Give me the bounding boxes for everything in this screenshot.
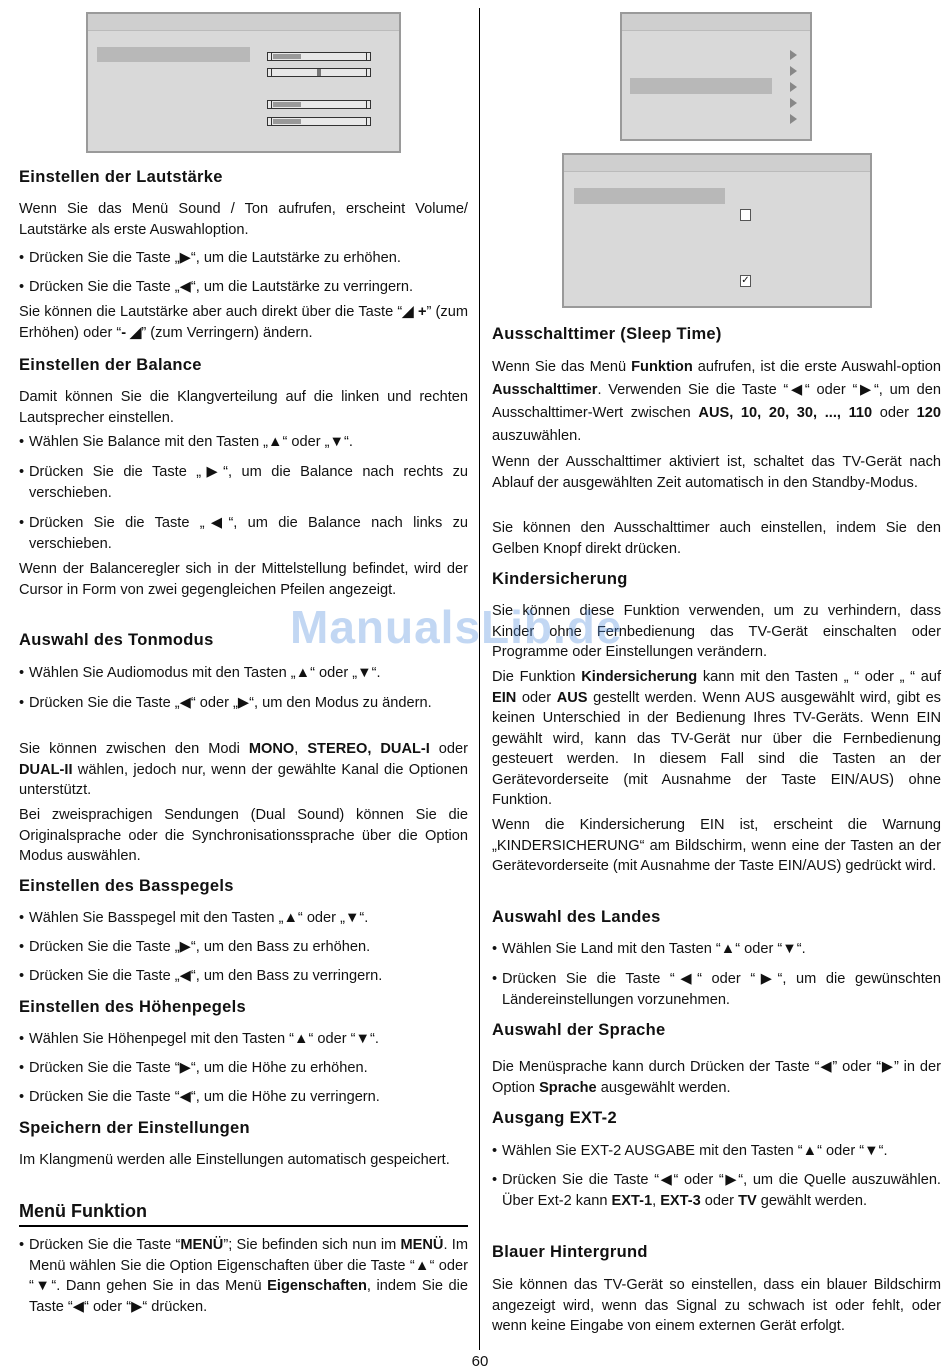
right-arrow-icon: ▶ (723, 1172, 739, 1188)
sound-menu-screenshot (86, 12, 401, 153)
right-arrow-icon: ▶ (179, 250, 191, 266)
heading-tonmodus: Auswahl des Tonmodus (19, 631, 214, 649)
heading-blau: Blauer Hintergrund (492, 1243, 648, 1261)
text-blau: Sie können das TV-Gerät so einstellen, dass ein blauer Bildschirm angezeigt wird, wenn das Signal zu schwach ist oder fehlt, oder wenn keine Eingabe von einem externen Gerät erfolgt. (492, 1277, 941, 1334)
left-arrow-icon: ◀ (819, 1059, 833, 1075)
left-arrow-icon: ◀ (674, 971, 698, 987)
menu-header (88, 14, 399, 31)
up-arrow-icon: ▲ (414, 1257, 430, 1274)
bullet-land-change: • Drücken Sie die Taste “◀“ oder “▶“, um die gewünschten Ländereinstellungen vorzunehmen. (492, 969, 941, 1010)
bullet-volume-up: • Drücken Sie die Taste „▶“, um die Lautstärke zu erhöhen. (19, 248, 468, 269)
down-arrow-icon: ▼ (329, 434, 344, 450)
submenu-arrow-icon (790, 82, 797, 92)
bass-slider (267, 100, 371, 109)
bullet-balance-select: • Wählen Sie Balance mit den Tasten „▲“ oder „▼“. (19, 432, 468, 453)
heading-land: Auswahl des Landes (492, 908, 661, 926)
text-dual-sound: Bei zweisprachigen Sendungen (Dual Sound) können Sie die Originalsprache oder die Synchronisationssprache über die Option Modus auswählen. (19, 807, 468, 864)
balance-slider (267, 68, 371, 77)
text-sleep-yellow: Sie können den Ausschalttimer auch einstellen, indem Sie den Gelben Knopf direkt drücken. (492, 520, 941, 557)
right-arrow-icon: ▶ (179, 939, 191, 955)
left-arrow-icon: ◀ (72, 1298, 85, 1315)
heading-kindersicherung: Kindersicherung (492, 570, 628, 588)
text-lautstaerke-intro: Wenn Sie das Menü Sound / Ton aufrufen, erscheint Volume/ Lautstärke als erste Auswahloption. (19, 201, 468, 238)
volume-slider (267, 52, 371, 61)
bullet-ext2-source: • Drücken Sie die Taste “◀“ oder “▶“, um die Quelle auszuwählen. Über Ext-2 kann EXT-1, EXT-3 oder TV gewählt werden. (492, 1170, 941, 1211)
down-arrow-icon: ▼ (864, 1143, 879, 1159)
heading-hoehe: Einstellen des Höhenpegels (19, 998, 246, 1016)
text-sleep-intro: Wenn Sie das Menü Funktion aufrufen, ist die erste Auswahl-option Ausschalttimer. Verwenden Sie die Taste “◀“ oder “▶“, um den Ausschalttimer-Wert zwischen AUS, 10, 20, 30, ..., 110 oder 120 auszuwählen. (492, 359, 941, 444)
right-arrow-icon: ▶ (857, 382, 874, 398)
text-volume-direct: Sie können die Lautstärke aber auch direkt über die Taste “◢ +” (zum Erhöhen) oder “- ◢” (zum Verringern) ändern. (19, 304, 468, 341)
submenu-arrow-icon (790, 114, 797, 124)
text-speichern: Im Klangmenü werden alle Einstellungen automatisch gespeichert. (19, 1152, 450, 1168)
heading-bass: Einstellen des Basspegels (19, 877, 234, 895)
submenu-arrow-icon (790, 50, 797, 60)
bullet-bass-up: • Drücken Sie die Taste „▶“, um den Bass zu erhöhen. (19, 937, 468, 958)
heading-speichern: Speichern der Einstellungen (19, 1119, 250, 1137)
right-arrow-icon: ▶ (881, 1059, 894, 1075)
down-arrow-icon: ▼ (357, 665, 372, 681)
volume-plus-icon: ◢ + (402, 304, 427, 320)
checkbox-unchecked-icon (740, 209, 751, 221)
bullet-treble-select: • Wählen Sie Höhenpegel mit den Tasten “▲“ oder “▼“. (19, 1029, 468, 1050)
main-menu-screenshot (620, 12, 812, 141)
heading-ext2: Ausgang EXT-2 (492, 1109, 617, 1127)
text-sprache: Die Menüsprache kann durch Drücken der Taste “◀” oder “▶” in der Option Sprache ausgewählt werden. (492, 1059, 941, 1096)
bullet-land-select: • Wählen Sie Land mit den Tasten “▲“ oder “▼“. (492, 939, 941, 960)
menu-header (564, 155, 870, 172)
heading-sprache: Auswahl der Sprache (492, 1021, 666, 1039)
left-arrow-icon: ◀ (204, 515, 229, 531)
up-arrow-icon: ▲ (720, 941, 736, 957)
up-arrow-icon: ▲ (268, 434, 283, 450)
bullet-treble-up: • Drücken Sie die Taste “▶“, um die Höhe zu erhöhen. (19, 1058, 468, 1079)
page-number: 60 (471, 1353, 489, 1370)
text-modi: Sie können zwischen den Modi MONO, STEREO, DUAL-I oder DUAL-II wählen, jedoch nur, wenn der gewählte Kanal die Optionen unterstützt. (19, 741, 469, 798)
menu-highlight-bar (574, 188, 725, 204)
left-arrow-icon: ◀ (659, 1172, 674, 1188)
text-kinder-intro: Sie können diese Funktion verwenden, um zu verhindern, dass Kinder ohne Fernbedienung das TV-Gerät einschalten oder Programme oder Einstellungen verändern. (492, 603, 941, 660)
left-arrow-icon: ◀ (179, 279, 191, 295)
treble-slider (267, 117, 371, 126)
up-arrow-icon: ▲ (283, 910, 298, 926)
left-arrow-icon: ◀ (179, 695, 191, 711)
menu-highlight-bar (630, 78, 772, 94)
menu-highlight-bar (97, 47, 250, 62)
bullet-bass-select: • Wählen Sie Basspegel mit den Tasten „▲“ oder „▼“. (19, 908, 468, 929)
column-divider (479, 8, 480, 1350)
bullet-bass-down: • Drücken Sie die Taste „◀“, um den Bass zu verringern. (19, 966, 468, 987)
right-arrow-icon: ▶ (131, 1298, 143, 1315)
text-kinder-warnung: Wenn die Kindersicherung EIN ist, erscheint die Warnung „KINDERSICHERUNG“ am Bildschirm, wenn eine der Tasten an der Gerätevorderseite (mit Ausnahme der Taste EIN/AUS) gedrückt wird. (492, 817, 941, 874)
text-sleep-standby: Wenn der Ausschalttimer aktiviert ist, schaltet das TV-Gerät nach Ablauf der ausgewählten Zeit automatisch in den Standby-Modus. (492, 454, 941, 491)
menu-header (622, 14, 810, 31)
text-balance-center: Wenn der Balanceregler sich in der Mittelstellung befindet, wird der Cursor in Form von zwei gegengleichen Pfeilen angezeigt. (19, 561, 468, 598)
volume-minus-icon: - ◢ (121, 324, 142, 341)
bullet-volume-down: • Drücken Sie die Taste „◀“, um die Lautstärke zu verringern. (19, 277, 468, 298)
submenu-arrow-icon (790, 66, 797, 76)
text-balance-intro: Damit können Sie die Klangverteilung auf die linken und rechten Lautsprecher einstellen. (19, 389, 468, 426)
bullet-balance-left: • Drücken Sie die Taste „◀“, um die Balance nach links zu verschieben. (19, 513, 468, 554)
heading-menu-funktion: Menü Funktion (19, 1201, 468, 1227)
bullet-treble-down: • Drücken Sie die Taste “◀“, um die Höhe zu verringern. (19, 1087, 468, 1108)
up-arrow-icon: ▲ (802, 1143, 818, 1159)
left-arrow-icon: ◀ (179, 1089, 191, 1105)
up-arrow-icon: ▲ (294, 1031, 309, 1047)
checkbox-checked-icon: ✓ (741, 275, 750, 286)
bullet-ext2-select: • Wählen Sie EXT-2 AUSGABE mit den Tasten “▲“ oder “▼“. (492, 1141, 941, 1162)
bullet-menu-funktion: • Drücken Sie die Taste “MENÜ”; Sie befinden sich nun im MENÜ. Im Menü wählen Sie die Option Eigenschaften über die Taste “▲“ oder “▼“. Dann gehen Sie in das Menü Eigenschaften, indem Sie die Taste “◀“ oder “▶“ drücken. (19, 1235, 468, 1317)
right-arrow-icon: ▶ (201, 464, 224, 480)
down-arrow-icon: ▼ (33, 1278, 52, 1294)
heading-lautstaerke: Einstellen der Lautstärke (19, 168, 223, 186)
down-arrow-icon: ▼ (344, 910, 360, 926)
left-arrow-icon: ◀ (179, 968, 191, 984)
bullet-mode-change: • Drücken Sie die Taste „◀“ oder „▶“, um den Modus zu ändern. (19, 693, 468, 714)
heading-balance: Einstellen der Balance (19, 356, 202, 374)
watermark: ManualsLib.de (290, 601, 623, 653)
submenu-arrow-icon (790, 98, 797, 108)
down-arrow-icon: ▼ (355, 1031, 370, 1047)
text-kinder-funktion: Die Funktion Kindersicherung kann mit den Tasten „ “ oder „ “ auf EIN oder AUS gestellt werden. Wenn AUS ausgewählt wird, gibt es keinen Unterschied in der Bedienung Ihres TV-Geräts. Wenn EIN gewählt wird, kann das TV-Gerät nur über die Fernbedienung gesteuert werden. In diesem Fall sind die Tasten an der Gerätevorderseite (mit Ausnahme der Taste EIN/AUS) ohne Funktion. (492, 669, 941, 808)
up-arrow-icon: ▲ (295, 665, 311, 681)
down-arrow-icon: ▼ (782, 941, 797, 957)
function-menu-screenshot (562, 153, 872, 308)
bullet-audiomodus-select: • Wählen Sie Audiomodus mit den Tasten „▲“ oder „▼“. (19, 663, 468, 684)
bullet-balance-right: • Drücken Sie die Taste „▶“, um die Balance nach rechts zu verschieben. (19, 462, 468, 503)
right-arrow-icon: ▶ (179, 1060, 191, 1076)
left-arrow-icon: ◀ (788, 382, 805, 398)
right-arrow-icon: ▶ (755, 971, 778, 987)
right-arrow-icon: ▶ (237, 695, 250, 711)
heading-sleep: Ausschalttimer (Sleep Time) (492, 325, 722, 343)
